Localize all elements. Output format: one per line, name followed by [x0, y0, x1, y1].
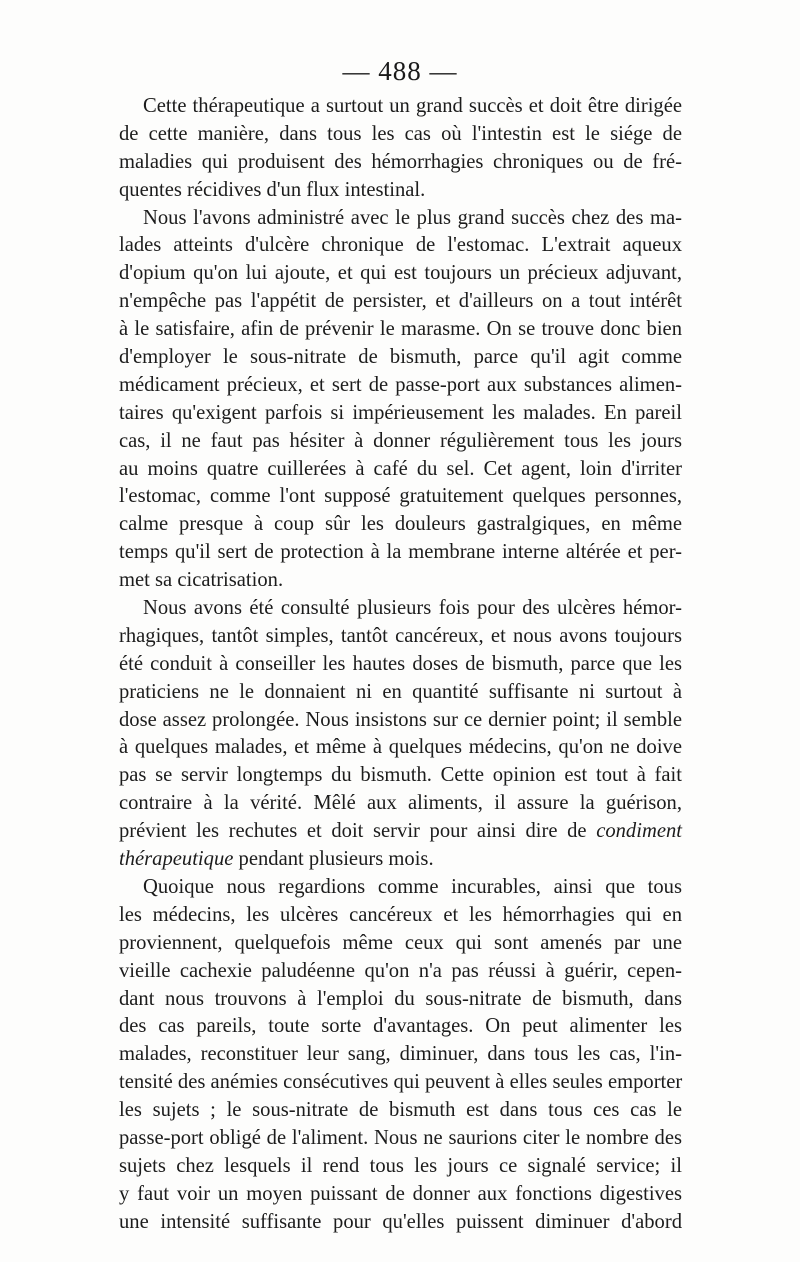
text-line: à quelques malades, et même à quelques médecins, qu'on ne doive — [119, 736, 682, 759]
text-line: médicament précieux, et sert de passe-port aux substances alimen- — [119, 373, 682, 396]
page-number: — 488 — — [342, 56, 458, 86]
text-line: sujets chez lesquels il rend tous les jours ce signalé service; il — [119, 1154, 682, 1177]
text-line: des cas pareils, toute sorte d'avantages. On peut alimenter les — [119, 1015, 682, 1038]
text-segment: prévient les rechutes et doit servir pour ainsi dire de — [119, 820, 587, 843]
text-line: Cette thérapeutique a surtout un grand succès et doit être dirigée — [143, 95, 682, 117]
text-line: Nous avons été consulté plusieurs fois pour des ulcères hémor- — [143, 597, 682, 620]
body-text — [119, 93, 682, 1237]
text-line: été conduit à conseiller les hautes doses de bismuth, parce que les — [119, 652, 682, 675]
text-line: taires qu'exigent parfois si impérieusement les malades. En pareil — [119, 401, 682, 424]
text-line: Quoique nous regardions comme incurables, ainsi que tous — [143, 875, 682, 898]
text-line: rhagiques, tantôt simples, tantôt cancéreux, et nous avons toujours — [119, 624, 682, 647]
text-line: les sujets ; le sous-nitrate de bismuth est dans tous ces cas le — [119, 1099, 682, 1122]
text-line: maladies qui produisent des hémorrhagies chroniques ou de fré- — [119, 150, 682, 173]
text-line: d'opium qu'on lui ajoute, et qui est toujours un précieux adjuvant, — [119, 262, 682, 285]
text-line: proviennent, quelquefois même ceux qui sont amenés par une — [119, 931, 682, 954]
text-line: dant nous trouvons à l'emploi du sous-nitrate de bismuth, dans — [119, 987, 682, 1010]
text-line: au moins quatre cuillerées à café du sel. Cet agent, loin d'irriter — [119, 457, 682, 480]
text-line: contraire à la vérité. Mêlé aux aliments, il assure la guérison, — [119, 792, 682, 815]
text-line-with-italic — [119, 846, 682, 874]
text-line: quentes récidives d'un flux intestinal. — [119, 178, 426, 201]
text-line: n'empêche pas l'appétit de persister, et d'ailleurs on a tout intérêt — [119, 290, 682, 313]
italic-term: condiment — [596, 820, 682, 843]
text-segment: pendant plusieurs mois. — [238, 848, 434, 871]
text-line: praticiens ne le donnaient ni en quantité suffisante ni surtout à — [119, 680, 682, 703]
text-line: à le satisfaire, afin de prévenir le marasme. On se trouve donc bien — [119, 318, 682, 341]
text-line: y faut voir un moyen puissant de donner aux fonctions digestives — [119, 1182, 682, 1205]
text-line: temps qu'il sert de protection à la membrane interne altérée et per- — [119, 541, 682, 564]
text-line: malades, reconstituer leur sang, diminuer, dans tous les cas, l'in- — [119, 1043, 682, 1066]
text-line: pas se servir longtemps du bismuth. Cette opinion est tout à fait — [119, 764, 682, 787]
text-line: calme presque à coup sûr les douleurs gastralgiques, en même — [119, 513, 682, 536]
text-line: passe-port obligé de l'aliment. Nous ne saurions citer le nombre des — [119, 1126, 682, 1149]
text-line-with-italic — [119, 818, 682, 846]
text-line: d'employer le sous-nitrate de bismuth, parce qu'il agit comme — [119, 346, 682, 369]
text-line: vieille cachexie paludéenne qu'on n'a pas réussi à guérir, cepen- — [119, 959, 682, 982]
text-line: Nous l'avons administré avec le plus grand succès chez des ma- — [143, 206, 682, 229]
italic-term: thérapeutique — [119, 848, 234, 871]
text-line: l'estomac, comme l'ont supposé gratuitement quelques personnes, — [119, 485, 682, 508]
text-line: lades atteints d'ulcère chronique de l'estomac. L'extrait aqueux — [119, 234, 682, 257]
text-line: de cette manière, dans tous les cas où l'intestin est le siége de — [119, 122, 682, 145]
text-line: dose assez prolongée. Nous insistons sur ce dernier point; il semble — [119, 708, 682, 731]
text-line: tensité des anémies consécutives qui peuvent à elles seules emporter — [119, 1071, 683, 1094]
text-line: cas, il ne faut pas hésiter à donner régulièrement tous les jours — [119, 429, 682, 452]
text-line: les médecins, les ulcères cancéreux et les hémorrhagies qui en — [119, 903, 682, 926]
text-line: met sa cicatrisation. — [119, 569, 284, 592]
text-line: une intensité suffisante pour qu'elles puissent diminuer d'abord — [119, 1210, 682, 1233]
